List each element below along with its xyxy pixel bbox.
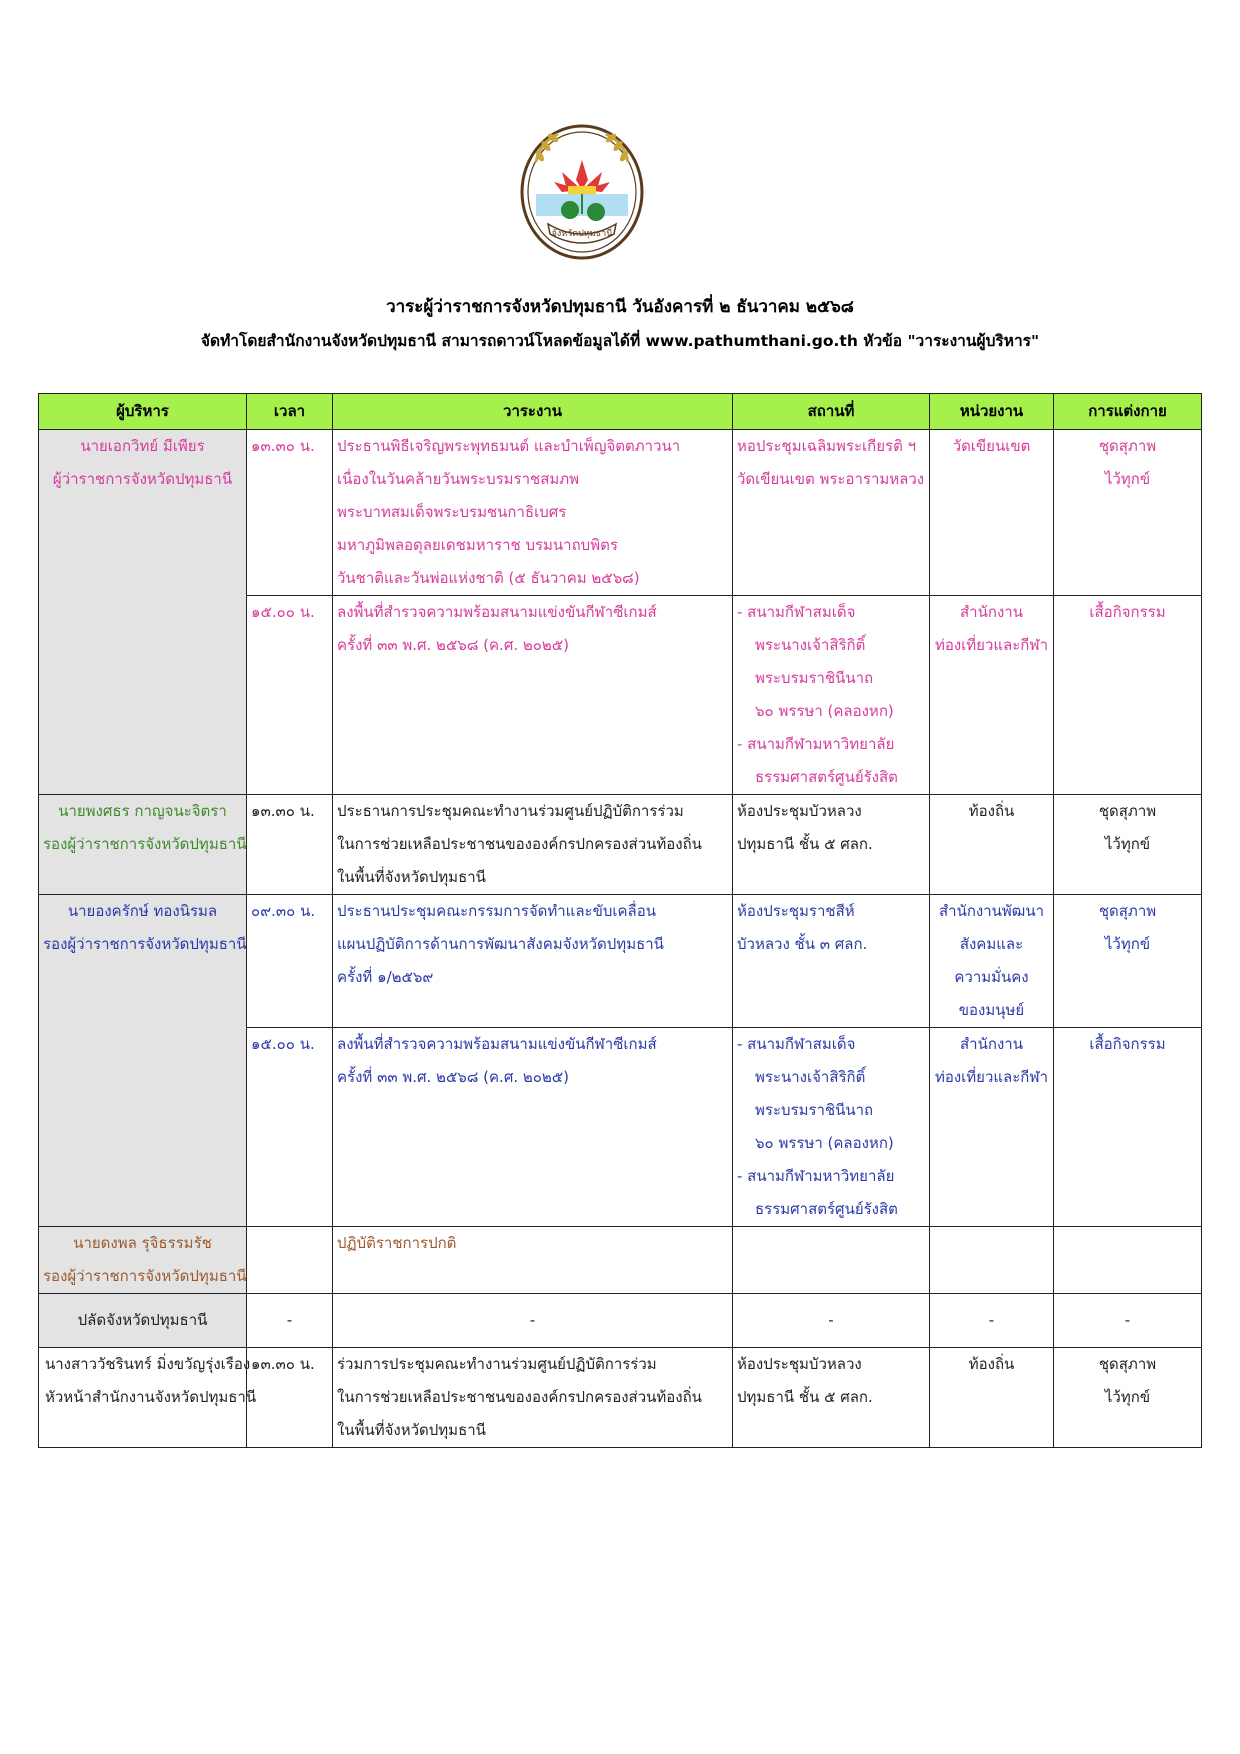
agenda-line: ลงพื้นที่สำรวจความพร้อมสนามแข่งขันกีฬาซีเกมส์ bbox=[337, 1035, 657, 1053]
agency-line: ของมนุษย์ bbox=[958, 1001, 1025, 1019]
dress-line: เสื้อกิจกรรม bbox=[1089, 603, 1166, 621]
dress-line: ไว้ทุกข์ bbox=[1104, 935, 1151, 953]
place-line: ห้องประชุมบัวหลวง bbox=[737, 802, 862, 820]
executive-cell bbox=[39, 1294, 247, 1348]
executive-position: รองผู้ว่าราชการจังหวัดปทุมธานี bbox=[43, 1267, 247, 1285]
place-line: วัดเขียนเขต พระอารามหลวง bbox=[737, 470, 925, 488]
table-row bbox=[39, 1227, 1202, 1294]
place-line: ปทุมธานี ชั้น ๕ ศลก. bbox=[737, 835, 873, 853]
executive-position: รองผู้ว่าราชการจังหวัดปทุมธานี bbox=[43, 935, 247, 953]
agenda-cell bbox=[333, 895, 733, 1028]
dress-cell bbox=[1054, 795, 1202, 895]
dress-cell bbox=[1054, 430, 1202, 596]
agenda-line: พระบาทสมเด็จพระบรมชนกาธิเบศร bbox=[337, 503, 567, 521]
page-subtitle: จัดทำโดยสำนักงานจังหวัดปทุมธานี สามารถดาวน์โหลดข้อมูลได้ที่ www.pathumthani.go.th หัวข้อ "วาระงานผู้บริหาร" bbox=[200, 332, 1040, 350]
place-cell bbox=[733, 1227, 930, 1294]
dress-line: ชุดสุภาพ bbox=[1098, 802, 1157, 820]
province-seal-logo bbox=[518, 122, 646, 262]
executive-cell bbox=[39, 1348, 257, 1448]
place-cell bbox=[733, 596, 930, 795]
agency-cell: - bbox=[930, 1294, 1054, 1348]
col-header-time: เวลา bbox=[247, 394, 333, 430]
executive-position: รองผู้ว่าราชการจังหวัดปทุมธานี bbox=[43, 835, 247, 853]
place-line: ธรรมศาสตร์ศูนย์รังสิต bbox=[755, 1200, 898, 1218]
table-row bbox=[39, 1348, 1202, 1448]
place-cell bbox=[733, 1028, 930, 1227]
table-header-row bbox=[39, 394, 1202, 430]
agenda-line: ปฏิบัติราชการปกติ bbox=[337, 1234, 457, 1252]
agenda-cell: - bbox=[333, 1294, 733, 1348]
agency-line: ท้องถิ่น bbox=[968, 802, 1015, 820]
agency-line: ท่องเที่ยวและกีฬา bbox=[934, 636, 1049, 654]
dress-cell bbox=[1054, 1348, 1202, 1448]
executive-name: นางสาววัชรินทร์ มิ่งขวัญรุ่งเรือง bbox=[45, 1355, 251, 1373]
executive-position: ผู้ว่าราชการจังหวัดปทุมธานี bbox=[52, 470, 233, 488]
dress-line: ไว้ทุกข์ bbox=[1104, 1388, 1151, 1406]
place-line: ห้องประชุมบัวหลวง bbox=[737, 1355, 862, 1373]
schedule-table bbox=[38, 393, 1202, 1448]
dress-line: ไว้ทุกข์ bbox=[1104, 470, 1151, 488]
dress-line: ชุดสุภาพ bbox=[1098, 902, 1157, 920]
time-cell: - bbox=[247, 1294, 333, 1348]
place-line: ห้องประชุมราชสีห์ bbox=[737, 902, 855, 920]
agency-line: สังคมและ bbox=[959, 935, 1024, 953]
executive-name: นายเอกวิทย์ มีเพียร bbox=[80, 437, 205, 455]
agenda-line: ครั้งที่ ๓๓ พ.ศ. ๒๕๖๘ (ค.ศ. ๒๐๒๕) bbox=[337, 636, 570, 654]
place-cell: - bbox=[733, 1294, 930, 1348]
place-cell bbox=[733, 795, 930, 895]
executive-cell bbox=[39, 430, 247, 795]
col-header-agenda: วาระงาน bbox=[333, 394, 733, 430]
page-title: วาระผู้ว่าราชการจังหวัดปทุมธานี วันอังคารที่ ๒ ธันวาคม ๒๕๖๘ bbox=[386, 297, 854, 317]
place-cell bbox=[733, 895, 930, 1028]
dress-line: เสื้อกิจกรรม bbox=[1089, 1035, 1166, 1053]
dress-cell: - bbox=[1054, 1294, 1202, 1348]
table-row bbox=[39, 430, 1202, 596]
place-line: บัวหลวง ชั้น ๓ ศลก. bbox=[737, 935, 868, 953]
time-cell: ๑๕.๐๐ น. bbox=[247, 596, 333, 795]
agency-line: สำนักงานพัฒนา bbox=[938, 902, 1045, 920]
agency-line: สำนักงาน bbox=[960, 1035, 1023, 1053]
agency-cell bbox=[930, 596, 1054, 795]
executive-name: นายองครักษ์ ทองนิรมล bbox=[67, 902, 218, 920]
col-header-executive: ผู้บริหาร bbox=[39, 394, 247, 430]
col-header-agency: หน่วยงาน bbox=[930, 394, 1054, 430]
time-cell: ๐๙.๓๐ น. bbox=[247, 895, 333, 1028]
agency-cell bbox=[930, 895, 1054, 1028]
agenda-line: มหาภูมิพลอดุลยเดชมหาราช บรมนาถบพิตร bbox=[337, 536, 618, 554]
place-line: - สนามกีฬาสมเด็จ bbox=[737, 1035, 856, 1053]
dress-line: ชุดสุภาพ bbox=[1098, 437, 1157, 455]
agenda-line: ครั้งที่ ๓๓ พ.ศ. ๒๕๖๘ (ค.ศ. ๒๐๒๕) bbox=[337, 1068, 570, 1086]
dress-line: ไว้ทุกข์ bbox=[1104, 835, 1151, 853]
agency-cell bbox=[930, 430, 1054, 596]
agenda-line: ครั้งที่ ๑/๒๕๖๙ bbox=[337, 968, 434, 986]
place-line: ปทุมธานี ชั้น ๕ ศลก. bbox=[737, 1388, 873, 1406]
place-line: พระนางเจ้าสิริกิติ์ bbox=[755, 1068, 866, 1086]
executive-cell bbox=[39, 895, 247, 1227]
place-line: ๖๐ พรรษา (คลองหก) bbox=[755, 1134, 894, 1152]
agenda-line: ในพื้นที่จังหวัดปทุมธานี bbox=[337, 1421, 486, 1439]
agenda-line: เนื่องในวันคล้ายวันพระบรมราชสมภพ bbox=[337, 470, 580, 488]
time-cell: ๑๓.๓๐ น. bbox=[247, 795, 333, 895]
agenda-cell bbox=[333, 1227, 733, 1294]
time-cell: ๑๓.๓๐ น. bbox=[247, 430, 333, 596]
dress-line: ชุดสุภาพ bbox=[1098, 1355, 1157, 1373]
agency-cell bbox=[930, 1028, 1054, 1227]
agency-line: ท้องถิ่น bbox=[968, 1355, 1015, 1373]
executive-name: นายพงศธร กาญจนะจิตรา bbox=[58, 802, 227, 820]
place-line: - สนามกีฬามหาวิทยาลัย bbox=[737, 1167, 895, 1185]
dress-cell bbox=[1054, 1227, 1202, 1294]
agenda-line: ในพื้นที่จังหวัดปทุมธานี bbox=[337, 868, 486, 886]
dress-cell bbox=[1054, 596, 1202, 795]
executive-name: นายดงพล รุจิธรรมรัช bbox=[73, 1234, 212, 1252]
agenda-line: วันชาติและวันพ่อแห่งชาติ (๕ ธันวาคม ๒๕๖๘) bbox=[337, 569, 640, 587]
executive-position: หัวหน้าสำนักงานจังหวัดปทุมธานี bbox=[45, 1388, 257, 1406]
place-line: หอประชุมเฉลิมพระเกียรติ ฯ bbox=[737, 437, 917, 455]
agenda-line: ประธานการประชุมคณะทำงานร่วมศูนย์ปฏิบัติการร่วม bbox=[337, 802, 684, 820]
table-row bbox=[39, 795, 1202, 895]
agenda-line: ในการช่วยเหลือประชาชนขององค์กรปกครองส่วนท้องถิ่น bbox=[337, 1388, 702, 1406]
place-cell bbox=[733, 1348, 930, 1448]
place-line: ๖๐ พรรษา (คลองหก) bbox=[755, 702, 894, 720]
dress-cell bbox=[1054, 895, 1202, 1028]
agency-line: ความมั่นคง bbox=[954, 968, 1029, 986]
dress-cell bbox=[1054, 1028, 1202, 1227]
agenda-cell bbox=[333, 1348, 733, 1448]
place-line: พระบรมราชินีนาถ bbox=[755, 669, 874, 687]
agenda-cell bbox=[333, 430, 733, 596]
agenda-cell bbox=[333, 596, 733, 795]
executive-cell bbox=[39, 795, 247, 895]
agenda-line: ประธานพิธีเจริญพระพุทธมนต์ และบำเพ็ญจิตตภาวนา bbox=[337, 437, 681, 455]
agenda-line: ในการช่วยเหลือประชาชนขององค์กรปกครองส่วนท้องถิ่น bbox=[337, 835, 702, 853]
col-header-place: สถานที่ bbox=[733, 394, 930, 430]
executive-cell bbox=[39, 1227, 247, 1294]
agenda-line: ประธานประชุมคณะกรรมการจัดทำและขับเคลื่อน bbox=[337, 902, 656, 920]
agency-cell bbox=[930, 795, 1054, 895]
place-line: - สนามกีฬามหาวิทยาลัย bbox=[737, 735, 895, 753]
agency-line: สำนักงาน bbox=[960, 603, 1023, 621]
time-cell: ๑๓.๓๐ น. bbox=[247, 1348, 333, 1448]
place-cell bbox=[733, 430, 930, 596]
agenda-line: ร่วมการประชุมคณะทำงานร่วมศูนย์ปฏิบัติการร่วม bbox=[337, 1355, 657, 1373]
agenda-line: แผนปฏิบัติการด้านการพัฒนาสังคมจังหวัดปทุมธานี bbox=[337, 935, 664, 953]
agency-line: ท่องเที่ยวและกีฬา bbox=[934, 1068, 1049, 1086]
agenda-line: ลงพื้นที่สำรวจความพร้อมสนามแข่งขันกีฬาซีเกมส์ bbox=[337, 603, 657, 621]
table-row bbox=[39, 1294, 1202, 1348]
agency-cell bbox=[930, 1227, 1054, 1294]
agenda-cell bbox=[333, 795, 733, 895]
executive-name: ปลัดจังหวัดปทุมธานี bbox=[77, 1311, 208, 1329]
place-line: พระบรมราชินีนาถ bbox=[755, 1101, 874, 1119]
agency-line: วัดเขียนเขต bbox=[952, 437, 1031, 455]
place-line: ธรรมศาสตร์ศูนย์รังสิต bbox=[755, 768, 898, 786]
place-line: พระนางเจ้าสิริกิติ์ bbox=[755, 636, 866, 654]
time-cell: ๑๕.๐๐ น. bbox=[247, 1028, 333, 1227]
place-line: - สนามกีฬาสมเด็จ bbox=[737, 603, 856, 621]
seal-ribbon-text: จังหวัดปทุมธานี bbox=[551, 229, 613, 239]
time-cell bbox=[247, 1227, 333, 1294]
table-row bbox=[39, 895, 1202, 1028]
agenda-cell bbox=[333, 1028, 733, 1227]
col-header-dress: การแต่งกาย bbox=[1054, 394, 1202, 430]
agency-cell bbox=[930, 1348, 1054, 1448]
